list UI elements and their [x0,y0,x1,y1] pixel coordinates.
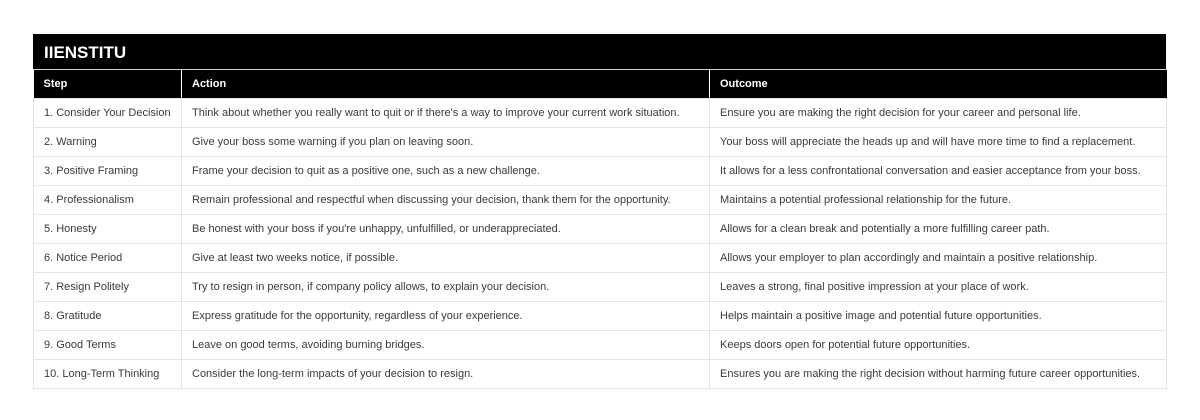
cell-outcome: Ensures you are making the right decision without harming future career opportunities. [710,360,1167,389]
table-row [34,273,1167,302]
table-row [34,157,1167,186]
cell-outcome: Allows your employer to plan accordingly and maintain a positive relationship. [710,244,1167,273]
cell-action: Leave on good terms, avoiding burning bridges. [182,331,710,360]
table-row [34,331,1167,360]
cell-action: Consider the long-term impacts of your decision to resign. [182,360,710,389]
table-row [34,215,1167,244]
table-header-row [34,70,1167,99]
cell-outcome: Keeps doors open for potential future opportunities. [710,331,1167,360]
cell-outcome: Helps maintain a positive image and potential future opportunities. [710,302,1167,331]
cell-step: 5. Honesty [34,215,182,244]
cell-action: Express gratitude for the opportunity, regardless of your experience. [182,302,710,331]
cell-step: 4. Professionalism [34,186,182,215]
cell-outcome: It allows for a less confrontational conversation and easier acceptance from your boss. [710,157,1167,186]
table-title: IIENSTITU [33,34,1166,69]
column-header-step: Step [34,70,182,99]
cell-step: 9. Good Terms [34,331,182,360]
table-row [34,99,1167,128]
data-table [33,69,1167,389]
table-row [34,360,1167,389]
cell-step: 8. Gratitude [34,302,182,331]
cell-outcome: Ensure you are making the right decision for your career and personal life. [710,99,1167,128]
cell-step: 7. Resign Politely [34,273,182,302]
cell-step: 10. Long-Term Thinking [34,360,182,389]
cell-outcome: Maintains a potential professional relationship for the future. [710,186,1167,215]
table-row [34,302,1167,331]
table-row [34,128,1167,157]
table-row [34,186,1167,215]
cell-action: Remain professional and respectful when discussing your decision, thank them for the opportunity. [182,186,710,215]
cell-outcome: Your boss will appreciate the heads up and will have more time to find a replacement. [710,128,1167,157]
column-header-action: Action [182,70,710,99]
cell-step: 1. Consider Your Decision [34,99,182,128]
cell-outcome: Allows for a clean break and potentially a more fulfilling career path. [710,215,1167,244]
cell-outcome: Leaves a strong, final positive impression at your place of work. [710,273,1167,302]
cell-action: Give at least two weeks notice, if possible. [182,244,710,273]
cell-step: 6. Notice Period [34,244,182,273]
cell-step: 2. Warning [34,128,182,157]
data-table-container [33,34,1166,389]
column-header-outcome: Outcome [710,70,1167,99]
cell-action: Be honest with your boss if you're unhappy, unfulfilled, or underappreciated. [182,215,710,244]
cell-action: Frame your decision to quit as a positive one, such as a new challenge. [182,157,710,186]
cell-step: 3. Positive Framing [34,157,182,186]
table-row [34,244,1167,273]
cell-action: Give your boss some warning if you plan on leaving soon. [182,128,710,157]
cell-action: Try to resign in person, if company policy allows, to explain your decision. [182,273,710,302]
cell-action: Think about whether you really want to quit or if there's a way to improve your current work situation. [182,99,710,128]
